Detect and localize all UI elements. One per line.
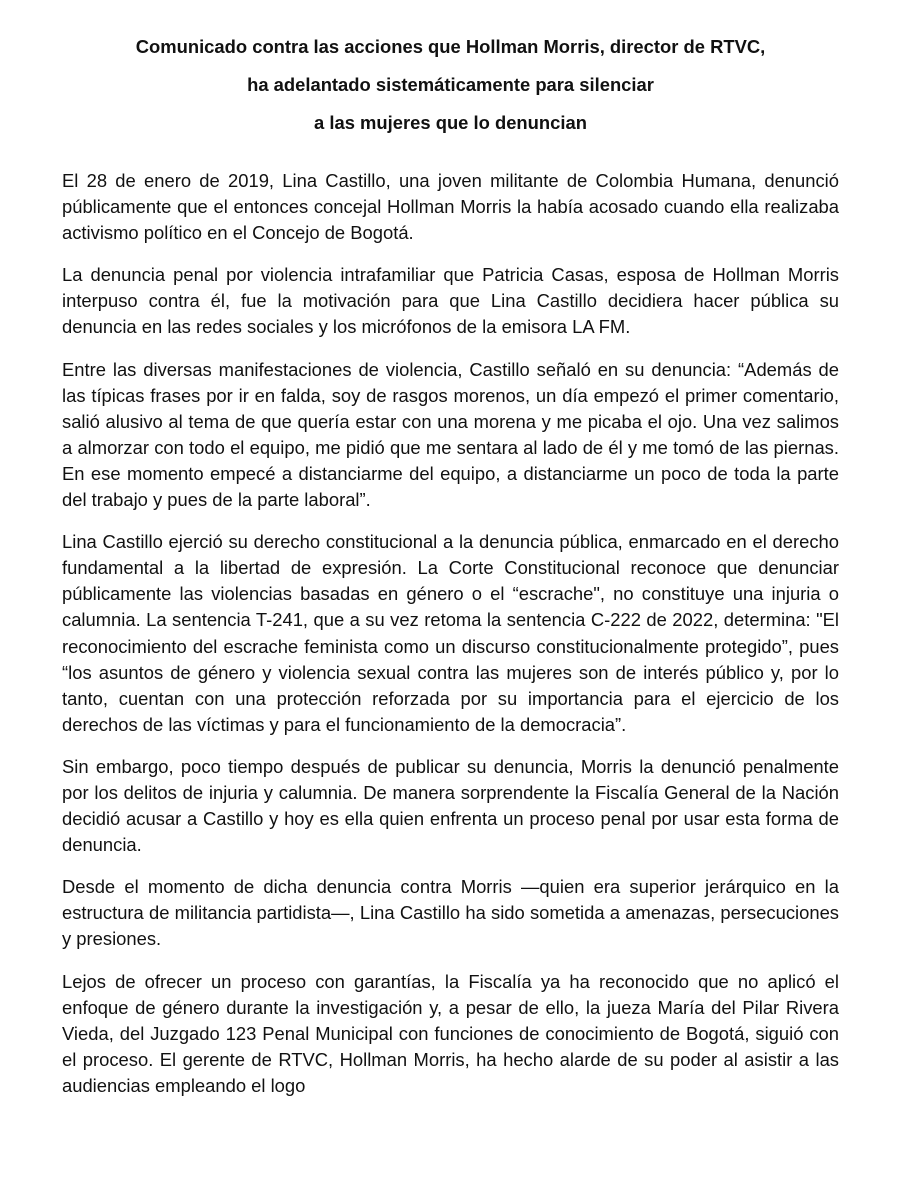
document-title [62, 28, 839, 142]
title-line-2: ha adelantado sistemáticamente para silenciar [247, 74, 654, 95]
paragraph-6: Desde el momento de dicha denuncia contra Morris —quien era superior jerárquico en la estructura de militancia partidista—, Lina Castillo ha sido sometida a amenazas, persecuciones y presiones. [62, 876, 839, 950]
document-body [62, 168, 839, 1099]
paragraph-5: Sin embargo, poco tiempo después de publicar su denuncia, Morris la denunció penalmente por los delitos de injuria y calumnia. De manera sorprendente la Fiscalía General de la Nación decidió acusar a Castillo y hoy es ella quien enfrenta un proceso penal por usar esta forma de denuncia. [62, 755, 839, 856]
paragraph-7: Lejos de ofrecer un proceso con garantías, la Fiscalía ya ha reconocido que no aplicó el enfoque de género durante la investigación y, a pesar de ello, la jueza María del Pilar Rivera Vieda, del Juzgado 123 Penal Municipal con funciones de conocimiento de Bogotá, siguió con el proceso. El gerente de RTVC, Hollman Morris, ha hecho alarde de su poder al asistir a las audiencias empleando el logo [62, 970, 839, 1096]
paragraph-4: Lina Castillo ejerció su derecho constitucional a la denuncia pública, enmarcado en el derecho fundamental a la libertad de expresión. La Corte Constitucional reconoce que denunciar públicamente las violencias basadas en género o el “escrache", no constituye una injuria o calumnia. La sentencia T-241, que a su vez retoma la sentencia C-222 de 2022, determina: "El reconocimiento del escrache feminista como un discurso constitucionalmente protegido”, pues “los asuntos de género y violencia sexual contra las mujeres son de interés público y, por lo tanto, cuentan con una protección reforzada por su importancia para el ejercicio de los derechos de las víctimas y para el funcionamiento de la democracia”. [62, 531, 839, 735]
title-line-1: Comunicado contra las acciones que Hollman Morris, director de RTVC, [135, 36, 766, 57]
paragraph-1: El 28 de enero de 2019, Lina Castillo, una joven militante de Colombia Humana, denunció públicamente que el entonces concejal Hollman Morris la había acosado cuando ella realizaba activismo político en el Concejo de Bogotá. [62, 170, 839, 244]
title-line-3: a las mujeres que lo denuncian [314, 112, 587, 133]
paragraph-2: La denuncia penal por violencia intrafamiliar que Patricia Casas, esposa de Hollman Morris interpuso contra él, fue la motivación para que Lina Castillo decidiera hacer pública su denuncia en las redes sociales y los micrófonos de la emisora LA FM. [62, 264, 839, 338]
paragraph-3: Entre las diversas manifestaciones de violencia, Castillo señaló en su denuncia: “Además de las típicas frases por ir en falda, soy de rasgos morenos, un día empezó el primer comentario, salió alusivo al tema de que quería estar con una morena y me picaba el ojo. Una vez salimos a almorzar con todo el equipo, me pidió que me sentara al lado de él y me tomó de las piernas. En ese momento empecé a distanciarme del equipo, a distanciarme un poco de toda la parte del trabajo y pues de la parte laboral”. [62, 358, 839, 511]
